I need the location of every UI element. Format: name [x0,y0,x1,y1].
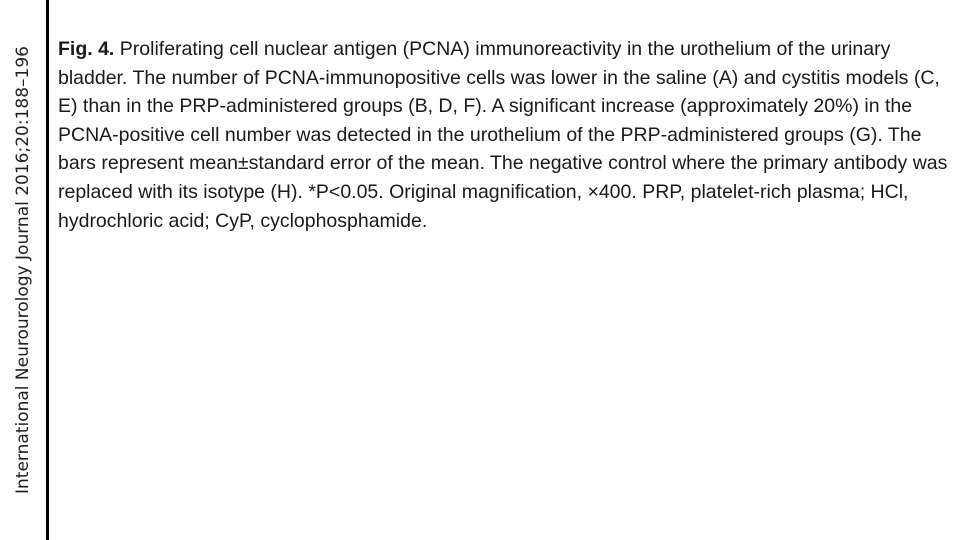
caption-text: Proliferating cell nuclear antigen (PCNA) immunoreactivity in the urothelium of the urinary bladder. The number of PCNA-immunopositive cells was lower in the saline (A) and cystitis models (C, E) than in the PRP-administered groups (B, D, F). A significant increase (approximately 20%) in the PCNA-positive cell number was detected in the urothelium of the PRP-administered groups (G). The bars represent mean±standard error of the mean. The negative control where the primary antibody was replaced with its isotype (H). *P<0.05. Original magnification, ×400. PRP, platelet-rich plasma; HCl, hydrochloric acid; CyP, cyclophosphamide. [58,38,948,232]
figure-label: Fig. 4. [58,38,115,60]
vertical-divider [46,0,49,540]
side-citation-band [0,0,46,540]
figure-caption [58,35,948,235]
journal-citation: International Neurourology Journal 2016;20:188–196 [13,46,33,494]
